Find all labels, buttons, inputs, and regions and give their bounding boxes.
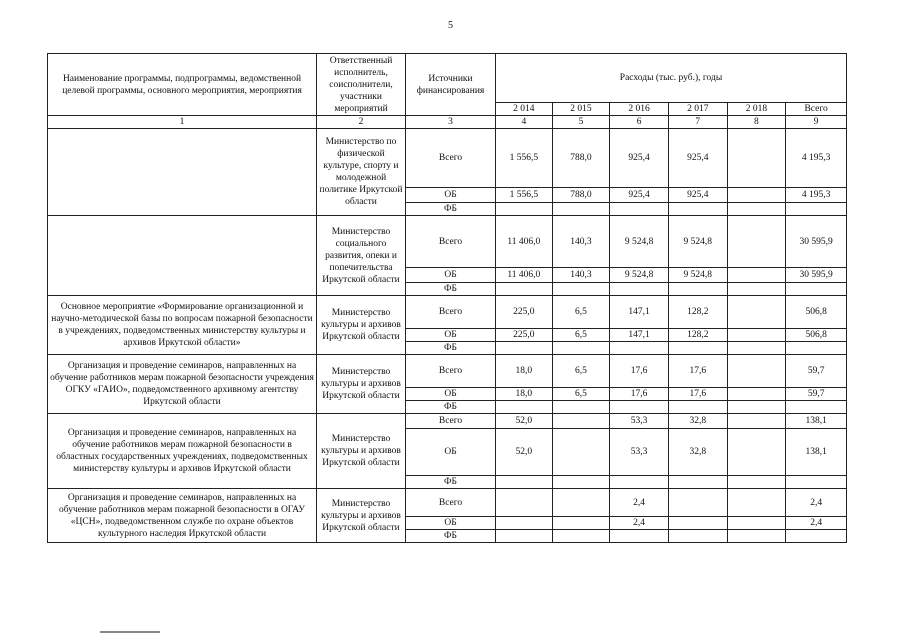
value-cell: 2,4 [610,489,669,517]
funding-source-cell: Всего [406,414,496,429]
table-row [48,296,847,329]
value-cell [668,476,727,489]
column-numbers-row [48,116,847,129]
year-cell: 2 015 [552,103,610,116]
value-cell: 59,7 [786,355,847,388]
table-row [48,216,847,268]
value-cell: 11 406,0 [496,268,553,283]
value-cell [727,296,786,329]
header-executor-cell: Ответственный исполнитель, соисполнители, участники мероприятий [317,54,406,116]
page-number: 5 [448,20,453,31]
value-cell [610,283,669,296]
funding-source-cell: Всего [406,129,496,188]
value-cell [727,329,786,342]
value-cell: 1 556,5 [496,129,553,188]
header-source-cell: Источники финансирования [406,54,496,116]
value-cell [496,476,553,489]
value-cell: 53,3 [610,414,669,429]
value-cell [610,476,669,489]
value-cell: 52,0 [496,429,553,476]
executor-cell: Министерство культуры и архивов Иркутской области [317,355,406,414]
value-cell [727,355,786,388]
value-cell [727,489,786,517]
value-cell: 6,5 [552,388,610,401]
year-cell: 2 014 [496,103,553,116]
value-cell [610,203,669,216]
executor-cell: Министерство социального развития, опеки и попечительства Иркутской области [317,216,406,296]
value-cell [552,203,610,216]
value-cell [668,517,727,530]
value-cell [786,203,847,216]
value-cell: 925,4 [668,188,727,203]
value-cell: 140,3 [552,216,610,268]
value-cell [727,129,786,188]
value-cell: 1 556,5 [496,188,553,203]
value-cell: 925,4 [668,129,727,188]
value-cell: 138,1 [786,414,847,429]
funding-source-cell: ФБ [406,401,496,414]
value-cell [552,429,610,476]
value-cell [496,203,553,216]
value-cell: 2,4 [610,517,669,530]
value-cell: 140,3 [552,268,610,283]
column-number: 3 [406,116,496,129]
column-number: 4 [496,116,553,129]
value-cell: 18,0 [496,388,553,401]
funding-source-cell: ФБ [406,203,496,216]
funding-source-cell: ФБ [406,342,496,355]
value-cell [727,216,786,268]
value-cell: 2,4 [786,517,847,530]
value-cell: 9 524,8 [610,268,669,283]
value-cell [727,388,786,401]
value-cell [727,268,786,283]
activity-name-cell [48,216,317,296]
value-cell [610,401,669,414]
value-cell [610,530,669,543]
header-costs-cell: Расходы (тыс. руб.), годы [496,54,847,103]
funding-source-cell: ОБ [406,268,496,283]
funding-source-cell: ОБ [406,329,496,342]
budget-table [47,53,847,543]
value-cell [552,517,610,530]
value-cell [552,342,610,355]
value-cell: 17,6 [610,355,669,388]
activity-name-cell [48,129,317,216]
value-cell [552,414,610,429]
value-cell [552,489,610,517]
year-cell: Всего [786,103,847,116]
year-cell: 2 018 [727,103,786,116]
value-cell: 6,5 [552,355,610,388]
value-cell: 11 406,0 [496,216,553,268]
value-cell: 225,0 [496,329,553,342]
activity-name-cell: Организация и проведение семинаров, направленных на обучение работников мерам пожарной безопасности учреждения ОГКУ «ГАИО», подведомственного архивному агентству Иркутской области [48,355,317,414]
value-cell [727,188,786,203]
value-cell: 506,8 [786,329,847,342]
funding-source-cell: ФБ [406,530,496,543]
value-cell: 788,0 [552,188,610,203]
value-cell: 32,8 [668,429,727,476]
value-cell [786,476,847,489]
value-cell: 4 195,3 [786,129,847,188]
value-cell [786,342,847,355]
header-name-cell: Наименование программы, подпрограммы, ведомственной целевой программы, основного мероприятия, мероприятия [48,54,317,116]
year-cell: 2 016 [610,103,669,116]
funding-source-cell: ОБ [406,429,496,476]
table-row [48,414,847,429]
header-row [48,54,847,103]
value-cell [496,530,553,543]
value-cell [552,530,610,543]
value-cell: 788,0 [552,129,610,188]
value-cell [786,401,847,414]
value-cell [727,203,786,216]
value-cell: 18,0 [496,355,553,388]
value-cell [496,401,553,414]
value-cell: 4 195,3 [786,188,847,203]
column-number: 1 [48,116,317,129]
value-cell: 17,6 [668,355,727,388]
value-cell [786,530,847,543]
value-cell: 147,1 [610,296,669,329]
value-cell [496,489,553,517]
funding-source-cell: ОБ [406,388,496,401]
value-cell: 17,6 [610,388,669,401]
value-cell: 925,4 [610,188,669,203]
value-cell: 128,2 [668,296,727,329]
value-cell: 225,0 [496,296,553,329]
value-cell: 9 524,8 [668,216,727,268]
value-cell [727,401,786,414]
funding-source-cell: Всего [406,216,496,268]
funding-source-cell: Всего [406,489,496,517]
funding-source-cell: ОБ [406,517,496,530]
value-cell: 9 524,8 [668,268,727,283]
value-cell: 30 595,9 [786,216,847,268]
value-cell [727,283,786,296]
funding-source-cell: ОБ [406,188,496,203]
column-number: 8 [727,116,786,129]
value-cell [727,342,786,355]
column-number: 5 [552,116,610,129]
executor-cell: Министерство культуры и архивов Иркутской области [317,489,406,543]
funding-source-cell: ФБ [406,476,496,489]
value-cell: 17,6 [668,388,727,401]
value-cell: 52,0 [496,414,553,429]
column-number: 6 [610,116,669,129]
value-cell [668,203,727,216]
value-cell: 6,5 [552,329,610,342]
value-cell [668,530,727,543]
value-cell [727,476,786,489]
value-cell [610,342,669,355]
value-cell: 32,8 [668,414,727,429]
value-cell [727,517,786,530]
value-cell [668,342,727,355]
value-cell: 147,1 [610,329,669,342]
value-cell: 30 595,9 [786,268,847,283]
year-cell: 2 017 [668,103,727,116]
scan-mark [100,631,160,633]
activity-name-cell: Основное мероприятие «Формирование организационной и научно-методической базы по вопросам пожарной безопасности в учреждениях, подведомственных министерству культуры и архивов Иркутской области» [48,296,317,355]
value-cell [727,530,786,543]
funding-source-cell: Всего [406,355,496,388]
column-number: 9 [786,116,847,129]
activity-name-cell: Организация и проведение семинаров, направленных на обучение работников мерам пожарной безопасности в областных государственных учреждениях, подведомственных министерству культуры и архивов Иркутской области [48,414,317,489]
value-cell [786,283,847,296]
value-cell [496,342,553,355]
value-cell [668,283,727,296]
value-cell: 128,2 [668,329,727,342]
column-number: 2 [317,116,406,129]
value-cell [496,517,553,530]
funding-source-cell: Всего [406,296,496,329]
column-number: 7 [668,116,727,129]
value-cell [552,476,610,489]
table-row [48,355,847,388]
value-cell: 506,8 [786,296,847,329]
executor-cell: Министерство по физической культуре, спорту и молодежной политике Иркутской области [317,129,406,216]
value-cell [668,401,727,414]
executor-cell: Министерство культуры и архивов Иркутской области [317,296,406,355]
value-cell [552,401,610,414]
value-cell: 59,7 [786,388,847,401]
value-cell [727,414,786,429]
funding-source-cell: ФБ [406,283,496,296]
value-cell [668,489,727,517]
value-cell: 53,3 [610,429,669,476]
table-row [48,489,847,517]
value-cell [496,283,553,296]
value-cell [552,283,610,296]
value-cell: 6,5 [552,296,610,329]
value-cell: 9 524,8 [610,216,669,268]
value-cell: 2,4 [786,489,847,517]
activity-name-cell: Организация и проведение семинаров, направленных на обучение работников мерам пожарной безопасности в ОГАУ «ЦСН», подведомственном службе по охране объектов культурного наследия Иркутской области [48,489,317,543]
value-cell: 138,1 [786,429,847,476]
value-cell [727,429,786,476]
value-cell: 925,4 [610,129,669,188]
executor-cell: Министерство культуры и архивов Иркутской области [317,414,406,489]
table-row [48,129,847,188]
